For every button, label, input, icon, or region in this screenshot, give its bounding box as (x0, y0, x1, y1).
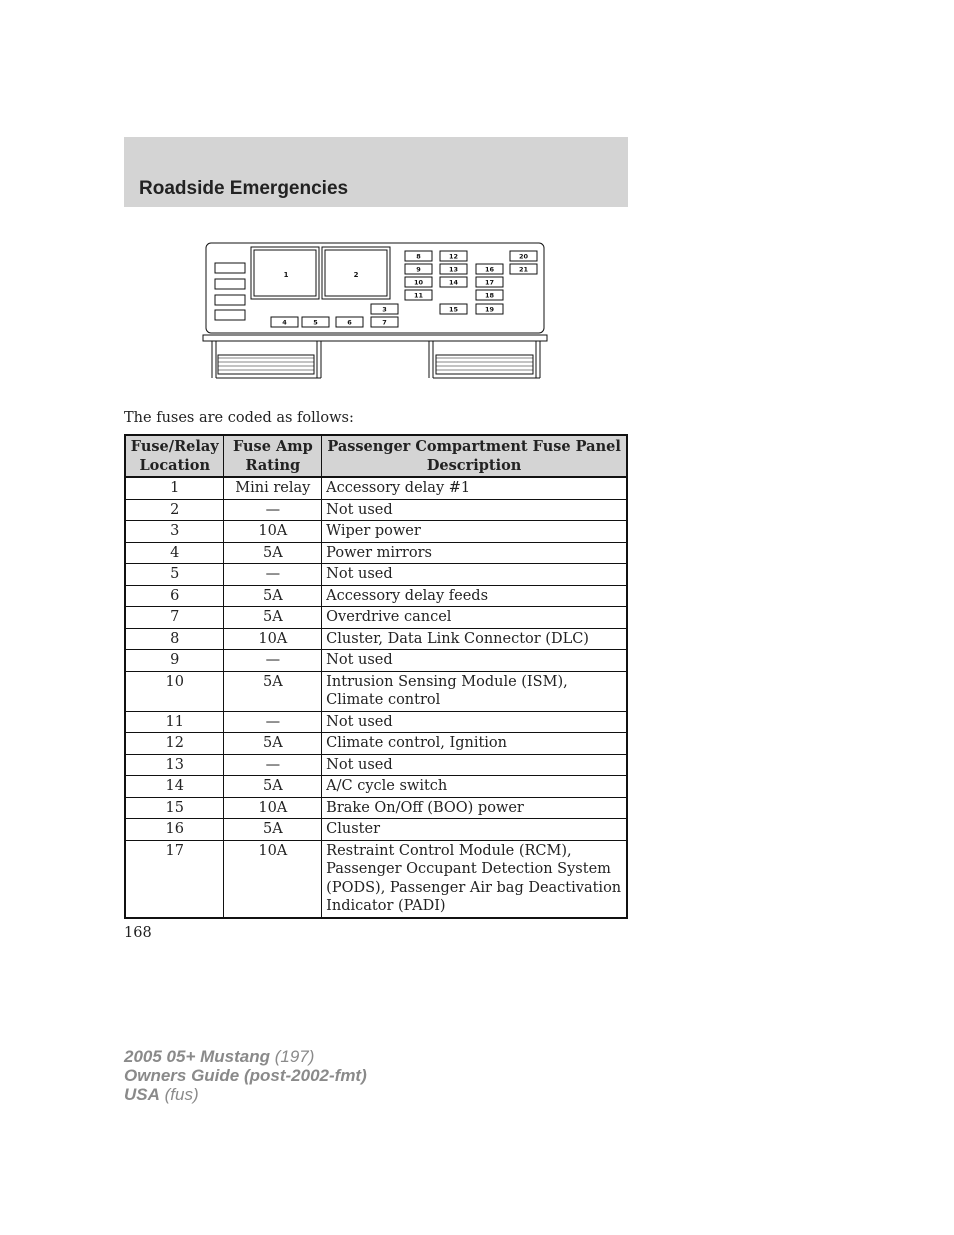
table-row (125, 499, 627, 521)
rating-cell: Mini relay (224, 477, 322, 499)
fuse-slot-label: 15 (448, 305, 459, 314)
description-cell: Cluster (322, 819, 627, 841)
table-row (125, 671, 627, 711)
rating-cell: 5A (224, 671, 322, 711)
location-cell: 8 (125, 628, 224, 650)
rating-cell: — (224, 754, 322, 776)
location-cell: 13 (125, 754, 224, 776)
description-cell: Accessory delay #1 (322, 477, 627, 499)
table-row (125, 585, 627, 607)
fuse-slot-label: 6 (347, 318, 352, 327)
rating-cell: 10A (224, 840, 322, 918)
table-row (125, 776, 627, 798)
rating-cell: 10A (224, 521, 322, 543)
rating-cell: 5A (224, 819, 322, 841)
fuse-slot-label: 7 (382, 318, 387, 327)
fuse-slot-label: 20 (518, 252, 529, 261)
rating-cell: 10A (224, 797, 322, 819)
footer-line-3: USA (fus) (124, 1085, 199, 1104)
rating-cell: — (224, 711, 322, 733)
fuse-slot-label: 16 (484, 265, 495, 274)
rating-cell: 10A (224, 628, 322, 650)
table-row (125, 711, 627, 733)
fuse-slot-label: 19 (484, 305, 495, 314)
table-row (125, 607, 627, 629)
table-row (125, 521, 627, 543)
rating-cell: 5A (224, 542, 322, 564)
table-header-row (125, 435, 627, 477)
rating-cell: 5A (224, 585, 322, 607)
location-cell: 15 (125, 797, 224, 819)
description-cell: Not used (322, 499, 627, 521)
description-cell: Intrusion Sensing Module (ISM), Climate control (322, 671, 627, 711)
location-cell: 3 (125, 521, 224, 543)
description-cell: Wiper power (322, 521, 627, 543)
fuse-slot-label: 4 (282, 318, 287, 327)
fuse-slot-label: 5 (313, 318, 318, 327)
description-cell: Accessory delay feeds (322, 585, 627, 607)
description-cell: Brake On/Off (BOO) power (322, 797, 627, 819)
table-row (125, 840, 627, 918)
description-cell: Not used (322, 650, 627, 672)
description-cell: A/C cycle switch (322, 776, 627, 798)
location-cell: 5 (125, 564, 224, 586)
description-cell: Restraint Control Module (RCM), Passenger Occupant Detection System (PODS), Passenger Air bag Deactivation Indicator (PADI) (322, 840, 627, 918)
table-row (125, 754, 627, 776)
rating-cell: 5A (224, 733, 322, 755)
table-row (125, 564, 627, 586)
location-cell: 7 (125, 607, 224, 629)
location-cell: 4 (125, 542, 224, 564)
location-cell: 14 (125, 776, 224, 798)
section-header-band (124, 137, 628, 207)
rating-cell: — (224, 564, 322, 586)
location-cell: 2 (125, 499, 224, 521)
location-cell: 11 (125, 711, 224, 733)
header-rating: Fuse Amp Rating (224, 435, 322, 477)
rating-cell: 5A (224, 776, 322, 798)
footer-line-2: Owners Guide (post-2002-fmt) (124, 1066, 367, 1085)
description-cell: Climate control, Ignition (322, 733, 627, 755)
description-cell: Overdrive cancel (322, 607, 627, 629)
header-description: Passenger Compartment Fuse Panel Description (322, 435, 627, 477)
description-cell: Not used (322, 564, 627, 586)
page-number: 168 (124, 925, 152, 941)
table-row (125, 477, 627, 499)
fuse-slot-label: 18 (484, 291, 495, 300)
fuse-slot-label: 14 (448, 278, 459, 287)
description-cell: Not used (322, 711, 627, 733)
location-cell: 17 (125, 840, 224, 918)
location-cell: 9 (125, 650, 224, 672)
fuse-slot-label: 8 (416, 252, 421, 261)
rating-cell: — (224, 499, 322, 521)
table-row (125, 733, 627, 755)
footer-line-1: 2005 05+ Mustang (197) (124, 1047, 315, 1066)
fuse-slot-label: 13 (448, 265, 459, 274)
fuse-slot-label: 9 (416, 265, 421, 274)
location-cell: 12 (125, 733, 224, 755)
table-row (125, 819, 627, 841)
fuse-slot-label: 10 (413, 278, 424, 287)
header-location: Fuse/Relay Location (125, 435, 224, 477)
fuse-slot-label: 12 (448, 252, 459, 261)
relay-1-label: 1 (283, 271, 289, 279)
fuse-slot-label: 11 (413, 291, 424, 300)
rating-cell: 5A (224, 607, 322, 629)
table-row (125, 650, 627, 672)
fuse-slot-label: 3 (382, 305, 387, 314)
fuse-slot-label: 21 (518, 265, 529, 274)
location-cell: 6 (125, 585, 224, 607)
location-cell: 16 (125, 819, 224, 841)
intro-text: The fuses are coded as follows: (124, 410, 354, 426)
description-cell: Power mirrors (322, 542, 627, 564)
fuse-slot-label: 17 (484, 278, 495, 287)
location-cell: 10 (125, 671, 224, 711)
fuse-panel-diagram (200, 240, 550, 382)
table-row (125, 542, 627, 564)
table-row (125, 628, 627, 650)
relay-2-label: 2 (353, 271, 359, 279)
table-row (125, 797, 627, 819)
description-cell: Cluster, Data Link Connector (DLC) (322, 628, 627, 650)
location-cell: 1 (125, 477, 224, 499)
fuse-table (124, 434, 628, 919)
description-cell: Not used (322, 754, 627, 776)
table-body (125, 477, 627, 918)
document-footer (124, 1047, 367, 1104)
rating-cell: — (224, 650, 322, 672)
section-title: Roadside Emergencies (139, 178, 349, 199)
